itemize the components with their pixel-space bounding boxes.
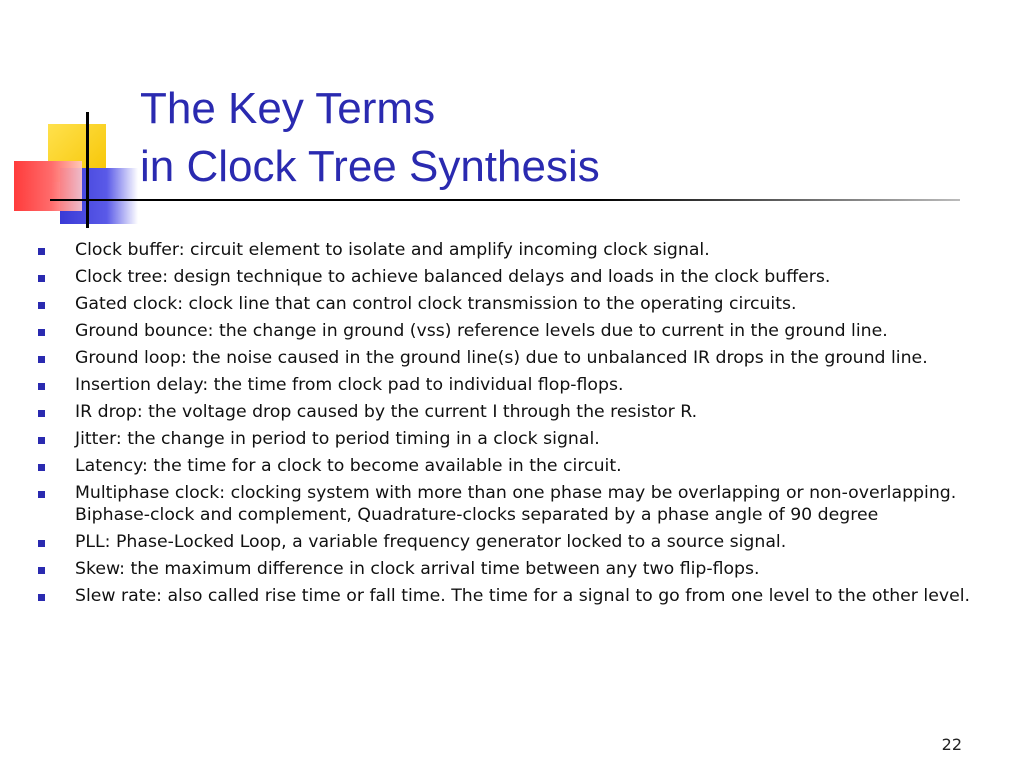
list-item-text: Slew rate: also called rise time or fall time. The time for a signal to go from one level to the other level. [75,585,970,606]
list-item-text: Clock tree: design technique to achieve balanced delays and loads in the clock buffers. [75,267,831,287]
square-bullet-icon [38,464,45,471]
list-item-text: Ground loop: the noise caused in the ground line(s) due to unbalanced IR drops in the ground line. [75,348,928,368]
square-bullet-icon [38,437,45,444]
list-item [36,294,986,316]
list-item-text: PLL: Phase-Locked Loop, a variable frequency generator locked to a source signal. [75,531,787,552]
list-item [36,348,986,370]
square-bullet-icon [38,356,45,363]
square-bullet-icon [38,594,45,601]
square-bullet-icon [38,540,45,547]
list-item-text: Jitter: the change in period to period timing in a clock signal. [75,429,600,449]
square-bullet-icon [38,491,45,498]
list-item-text: Insertion delay: the time from clock pad to individual flop-flops. [75,375,624,395]
list-item-text: Clock buffer: circuit element to isolate and amplify incoming clock signal. [75,240,710,260]
slide-title [140,80,600,196]
square-bullet-icon [38,248,45,255]
slide-title-line-1: The Key Terms [140,84,436,133]
square-bullet-icon [38,329,45,336]
terms-list [36,240,986,613]
list-item-text: Latency: the time for a clock to become available in the circuit. [75,456,622,476]
list-item [36,402,986,424]
list-item [36,240,986,262]
list-item-text: IR drop: the voltage drop caused by the current I through the resistor R. [75,402,698,422]
list-item [36,559,986,581]
list-item [36,456,986,478]
square-bullet-icon [38,302,45,309]
square-bullet-icon [38,410,45,417]
list-item [36,532,986,554]
slide-title-line-2: in Clock Tree Synthesis [140,142,600,191]
list-item-text: Ground bounce: the change in ground (vss) reference levels due to current in the ground line. [75,321,888,341]
list-item [36,429,986,451]
title-divider [50,199,960,201]
list-item-text: Skew: the maximum difference in clock arrival time between any two flip-flops. [75,558,760,579]
decorative-logo [0,0,150,240]
red-square-shape [14,161,82,211]
list-item [36,267,986,289]
list-item [36,483,986,526]
list-item [36,321,986,343]
square-bullet-icon [38,275,45,282]
square-bullet-icon [38,567,45,574]
page-number: 22 [941,735,962,754]
list-item [36,586,986,608]
vertical-rule [86,112,89,228]
list-item-text: Gated clock: clock line that can control clock transmission to the operating circuits. [75,294,797,314]
list-item-text: Multiphase clock: clocking system with more than one phase may be overlapping or non-overlapping. Biphase-clock and complement, Quadrature-clocks separated by a phase angle of 90 degree [75,483,957,525]
list-item [36,375,986,397]
square-bullet-icon [38,383,45,390]
